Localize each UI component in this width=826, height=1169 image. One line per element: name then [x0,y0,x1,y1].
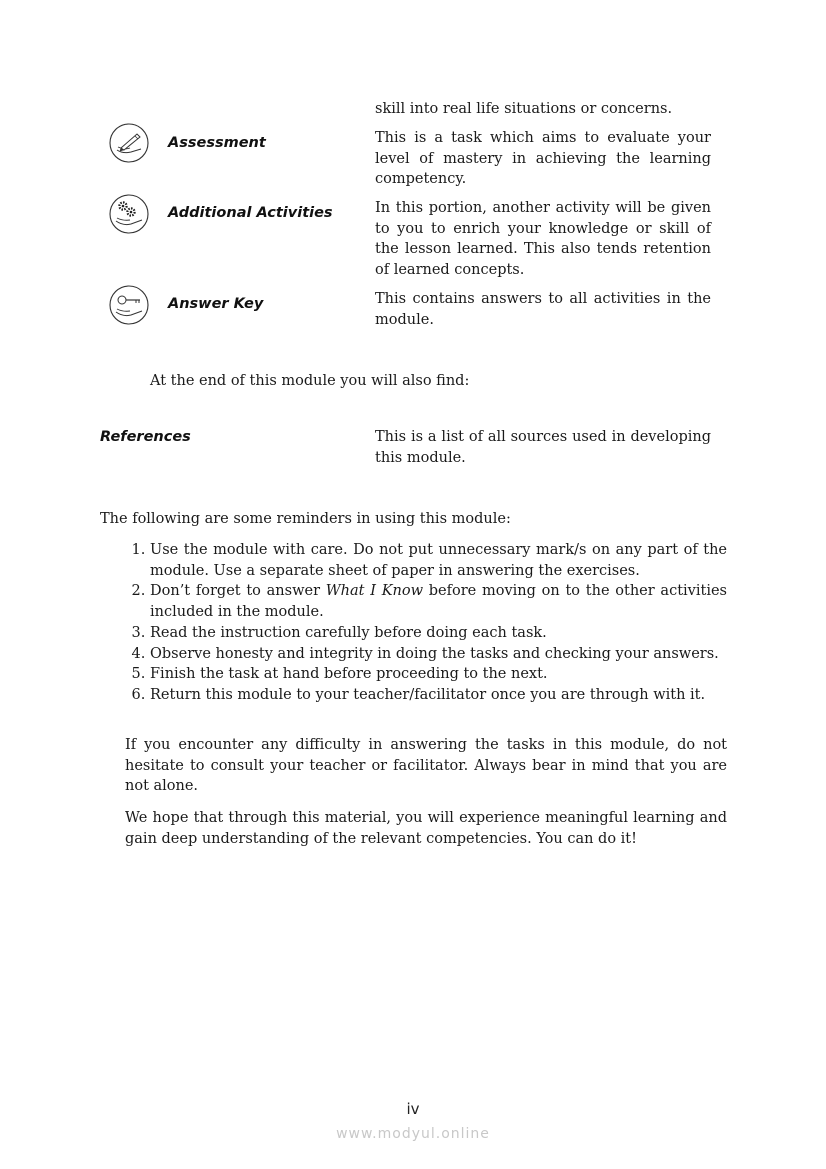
reminder-text: Don’t forget to answer [150,583,326,600]
reminders-intro: The following are some reminders in using this module: [100,511,511,527]
closing-paragraph-1: If you encounter any difficulty in answering the tasks in this module, do not hesitate to consult your teacher or facilitator. Always bear in mind that you are not alone. [125,737,727,795]
reminder-item: 5. Finish the task at hand before proceeding to the next. [150,664,727,685]
reminder-item: 3. Read the instruction carefully before doing each task. [150,623,727,644]
references-label: References [100,429,191,445]
additional-activities-label: Additional Activities [168,205,333,221]
reminder-item: 4. Observe honesty and integrity in doing the tasks and checking your answers. [150,644,727,665]
page-number: iv [406,1100,420,1118]
references-description: This is a list of all sources used in developing this module. [375,429,711,466]
answer-key-description: This contains answers to all activities in the module. [375,291,711,328]
answer-key-label: Answer Key [168,296,264,312]
pen-in-hand-icon [109,123,149,163]
continuation-text: skill into real life situations or concerns. [375,101,673,117]
gears-in-hand-icon [109,194,149,234]
reminder-item [150,581,727,622]
key-in-hand-icon [109,285,149,325]
additional-activities-description: In this portion, another activity will be given to you to enrich your knowledge or skill of the lesson learned. This also tends retention of learned concepts. [375,200,711,279]
closing-paragraph-2: We hope that through this material, you will experience meaningful learning and gain deep understanding of the relevant competencies. You can do it! [125,810,727,847]
reminders-list [100,540,727,706]
reminder-item: 1. Use the module with care. Do not put unnecessary mark/s on any part of the module. Use a separate sheet of paper in answering the exercises. [150,540,727,581]
assessment-description: This is a task which aims to evaluate your level of mastery in achieving the learning competency. [375,130,711,188]
watermark: www.modyul.online [336,1126,490,1142]
end-intro-text: At the end of this module you will also find: [150,373,470,389]
what-i-know-emphasis: What I Know [325,583,424,600]
reminder-item: 6. Return this module to your teacher/facilitator once you are through with it. [150,685,727,706]
reminder-text: before moving on to the other activities included in the module. [150,583,727,621]
assessment-label: Assessment [168,135,266,151]
